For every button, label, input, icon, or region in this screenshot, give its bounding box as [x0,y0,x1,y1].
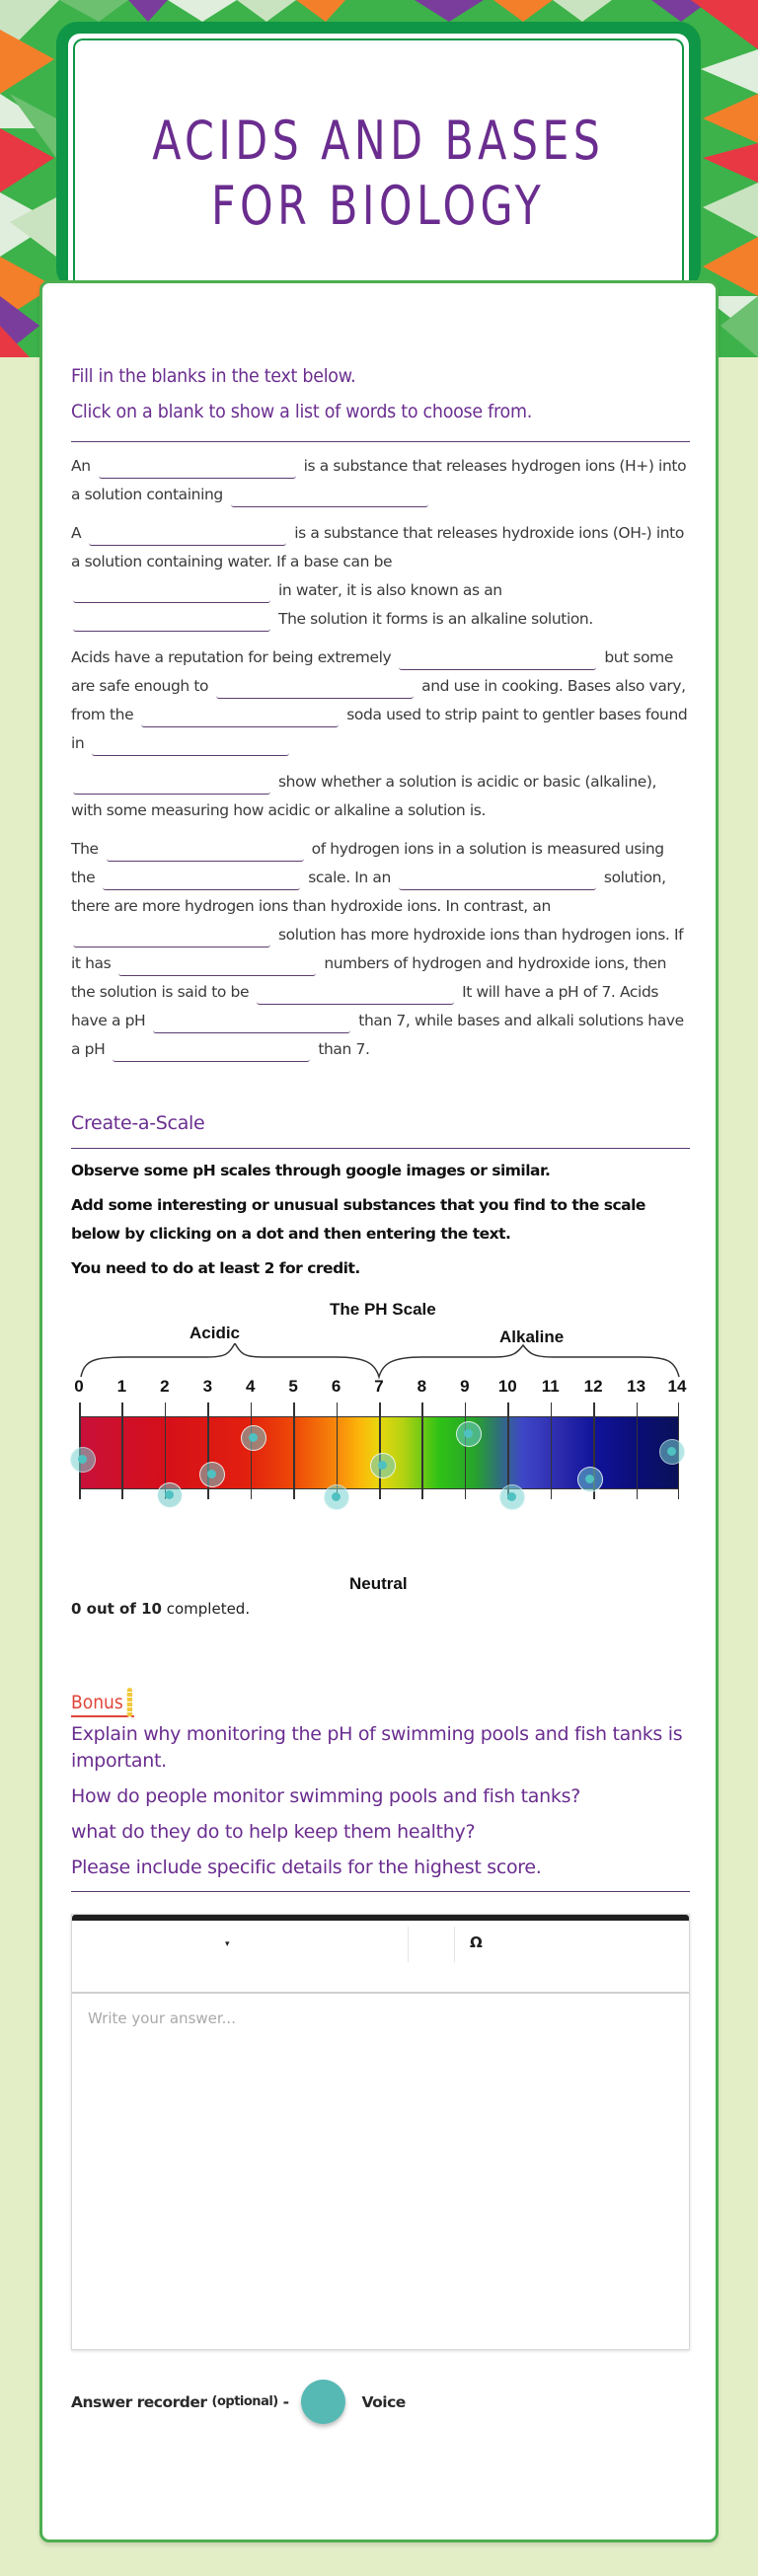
text: A [71,524,82,542]
blank-dropdown[interactable] [73,610,270,632]
paragraph-1 [71,452,690,509]
instruction-text: You need to do at least 2 for credit. [71,1259,360,1277]
text: The solution it forms is an alkaline solution. [278,610,593,628]
text: in water, it is also known as an [278,581,502,599]
blank-dropdown[interactable] [89,524,286,546]
text: numbers of hydrogen and hydroxide ions, then the solution is said to be [71,954,667,1001]
text: scale. In an [308,869,391,886]
blank-dropdown[interactable] [118,954,316,976]
hotspot-dot[interactable] [157,1482,183,1508]
tick-label: 1 [116,1377,127,1396]
hotspot-dot[interactable] [70,1447,96,1473]
voice-record-button[interactable] [301,2380,345,2424]
tick-label: 6 [331,1377,341,1396]
paragraph-3 [71,644,690,758]
completed-suffix: completed. [161,1600,251,1618]
toolbar-separator [408,1927,409,1962]
blank-dropdown[interactable] [92,734,289,756]
paragraph-5 [71,835,690,1064]
acidic-label: Acidic [190,1324,241,1342]
voice-label: Voice [361,2392,406,2411]
tick-label: 11 [541,1377,560,1396]
neutral-label: Neutral [349,1574,408,1593]
section-title: Create-a-Scale [71,1112,205,1134]
header-card [56,22,701,290]
instruction-text: Click on a blank to show a list of words to choose from. [71,401,532,422]
ph-scale-image [71,1300,690,1596]
page-title-line-2: FOR BIOLOGY [211,174,546,237]
create-a-scale-section [71,1108,690,1283]
exclamation-icon [126,1688,131,1717]
optional-label: (optional) [211,2394,278,2409]
prompt-line: Explain why monitoring the pH of swimming pools and fish tanks is important. [71,1723,683,1772]
tick-label: 12 [583,1377,603,1396]
blank-dropdown[interactable] [103,869,300,890]
bonus-section [71,1690,690,1892]
blank-dropdown[interactable] [73,773,270,795]
text: and use in cooking. Bases also vary, from the [71,677,686,723]
blank-dropdown[interactable] [399,648,596,670]
text: is a substance that releases hydroxide ions (OH-) into a solution containing water. If a base can be [71,524,684,570]
answer-recorder [71,2380,406,2424]
instruction-text: Add some interesting or unusual substances that you find to the scale below by clicking on a dot and then entering the text. [71,1196,645,1243]
hotspot-dot[interactable] [370,1453,396,1478]
text: The [71,840,99,858]
page-title-line-1: ACIDS AND BASES [152,109,605,172]
blank-dropdown[interactable] [99,457,296,479]
text: show whether a solution is acidic or basic (alkaline), with some measuring how acidic or alkaline a solution is. [71,773,657,819]
tick-label: 3 [202,1377,213,1396]
instruction-text: Fill in the blanks in the text below. [71,365,356,387]
tick-label: 10 [497,1377,517,1396]
editor-toolbar [72,1921,689,1994]
hotspot-dot[interactable] [659,1439,685,1465]
tick-label: 4 [245,1377,256,1396]
hotspot-dot[interactable] [577,1467,603,1492]
special-characters-omega-icon[interactable]: Ω [470,1933,483,1951]
tick-label: 13 [627,1377,646,1396]
tick-label: 7 [374,1377,384,1396]
bonus-title [71,1690,134,1717]
hotspot-dot[interactable] [499,1484,525,1510]
prompt-line: Please include specific details for the highest score. [71,1856,542,1878]
rich-text-editor [71,1914,690,2350]
blank-dropdown[interactable] [399,869,596,890]
text: than 7. [318,1040,370,1058]
recorder-label: Answer recorder [71,2392,207,2411]
hotspot-dot[interactable] [199,1462,225,1487]
text: is a substance that releases hydrogen ions (H+) into a solution containing [71,457,687,503]
bonus-title-text: Bonus [71,1692,123,1713]
prompt-line: How do people monitor swimming pools and fish tanks? [71,1785,580,1807]
ph-scale-title: The PH Scale [330,1300,436,1319]
alkaline-label: Alkaline [499,1327,565,1346]
blank-dropdown[interactable] [113,1040,310,1062]
text: of hydrogen ions in a solution is measured using the [71,840,664,886]
text: An [71,457,91,475]
instruction-text: Observe some pH scales through google images or similar. [71,1162,551,1179]
tick-label: 0 [74,1377,84,1396]
completed-count: 0 out of 10 [71,1600,162,1618]
tick-label: 5 [288,1377,298,1396]
divider [71,1891,690,1892]
blank-dropdown[interactable] [231,486,428,507]
blank-dropdown[interactable] [107,840,304,862]
tick-label: 9 [460,1377,470,1396]
text: but some are safe enough to [71,648,673,695]
activity-card [39,280,719,2542]
hotspot-dot[interactable] [456,1421,482,1447]
paragraph-4 [71,768,690,825]
text: soda used to strip paint to gentler bases found in [71,706,688,752]
text: than 7, while bases and alkali solutions have a pH [71,1012,684,1058]
bonus-prompt [71,1721,690,1881]
divider [71,441,690,442]
blank-dropdown[interactable] [216,677,414,699]
blank-dropdown[interactable] [257,983,454,1005]
answer-textarea[interactable] [72,1994,689,2347]
paragraph-2 [71,519,690,634]
text: solution has more hydroxide ions than hydrogen ions. If it has [71,926,684,972]
hotspot-dot[interactable] [324,1484,349,1510]
toolbar-separator [454,1927,455,1962]
format-dropdown-chevron-icon[interactable]: ▾ [225,1938,230,1948]
text: It will have a pH of 7. Acids have a pH [71,983,659,1029]
fill-in-blanks-section [71,358,690,1064]
tick-label: 14 [667,1377,687,1396]
blank-dropdown[interactable] [141,706,339,727]
blank-dropdown[interactable] [153,1012,350,1033]
hotspot-dot[interactable] [241,1425,266,1451]
tick-label: 2 [160,1377,170,1396]
tick-label: 8 [417,1377,427,1396]
divider [71,1148,690,1149]
completion-status [71,1600,690,1618]
text: solution, there are more hydrogen ions than hydroxide ions. In contrast, an [71,869,666,915]
blank-dropdown[interactable] [73,581,270,603]
dash: - [277,2392,294,2411]
text: Acids have a reputation for being extremely [71,648,392,666]
prompt-line: what do they do to help keep them healthy? [71,1821,476,1843]
blank-dropdown[interactable] [73,926,270,947]
